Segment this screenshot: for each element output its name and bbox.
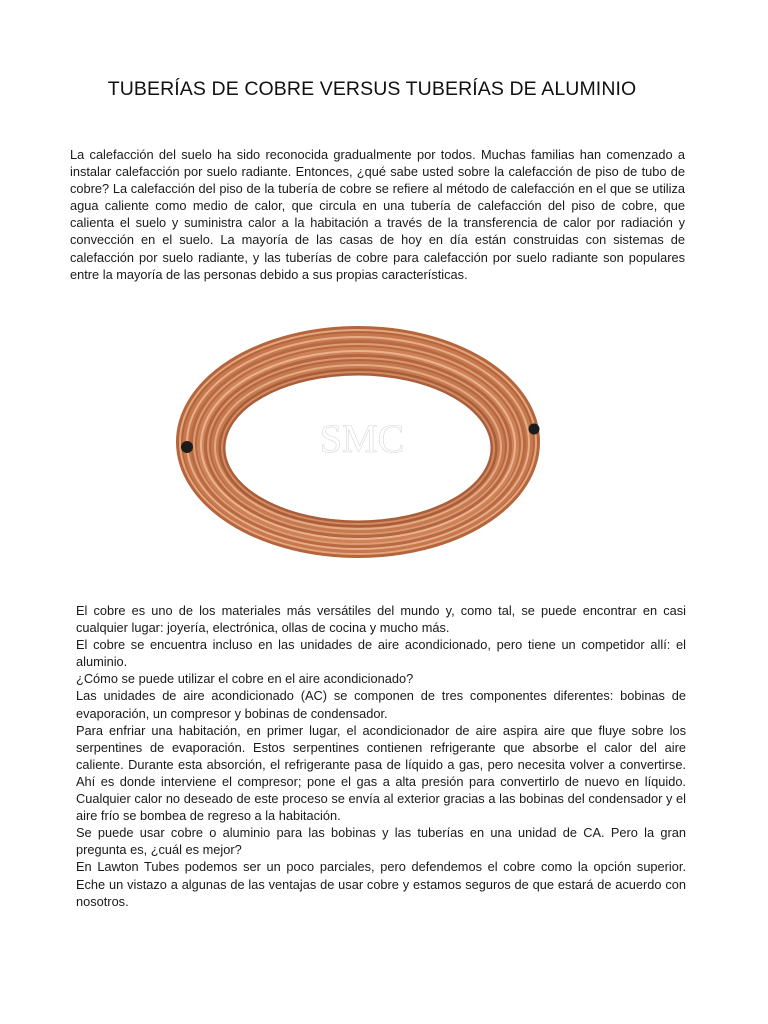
document-title: TUBERÍAS DE COBRE VERSUS TUBERÍAS DE ALUMINIO	[107, 78, 637, 100]
copper-coil-image	[170, 312, 550, 574]
watermark-logo: SMC	[319, 416, 405, 461]
body-paragraph: Las unidades de aire acondicionado (AC) se componen de tres componentes diferentes: bobinas de evaporación, un compresor y bobinas de condensador.	[76, 688, 686, 721]
pipe-end-cap-right	[529, 424, 540, 435]
body-paragraph: Para enfriar una habitación, en primer lugar, el acondicionador de aire aspira aire que fluye sobre los serpentines de evaporación. Estos serpentines contienen refrigerante que absorbe el calor del aire caliente. Durante esta absorción, el refrigerante pasa de líquido a gas, pero necesita volver a convertirse. Ahí es donde interviene el compresor; pone el gas a alta presión para convertirlo de nuevo en líquido. Cualquier calor no deseado de este proceso se envía al exterior gracias a las bobinas del condensador y el aire frío se bombea de regreso a la habitación.	[76, 722, 686, 824]
body-text	[76, 602, 686, 910]
body-paragraph: El cobre se encuentra incluso en las unidades de aire acondicionado, pero tiene un competidor allí: el aluminio.	[76, 637, 686, 670]
copper-coil-illustration	[170, 312, 550, 574]
body-paragraph: En Lawton Tubes podemos ser un poco parciales, pero defendemos el cobre como la opción superior. Eche un vistazo a algunas de las ventajas de usar cobre y estamos seguros de que estará de acuerdo con nosotros.	[76, 859, 686, 909]
body-paragraph: El cobre es uno de los materiales más versátiles del mundo y, como tal, se puede encontrar en casi cualquier lugar: joyería, electrónica, ollas de cocina y mucho más.	[76, 603, 686, 636]
pipe-end-cap-left	[181, 441, 193, 453]
intro-paragraph: La calefacción del suelo ha sido reconocida gradualmente por todos. Muchas familias han comenzado a instalar calefacción por suelo radiante. Entonces, ¿qué sabe usted sobre la calefacción de piso de tubo de cobre? La calefacción del piso de la tubería de cobre se refiere al método de calefacción en el que se utiliza agua caliente como medio de calor, que circula en una tubería de calefacción del piso de cobre, que calienta el suelo y suministra calor a la habitación a través de la transferencia de calor por radiación y convección en el suelo. La mayoría de las casas de hoy en día están construidas con sistemas de calefacción por suelo radiante, y las tuberías de cobre para calefacción por suelo radiante son populares entre la mayoría de las personas debido a sus propias características.	[70, 147, 685, 282]
body-paragraph: Se puede usar cobre o aluminio para las bobinas y las tuberías en una unidad de CA. Pero la gran pregunta es, ¿cuál es mejor?	[76, 825, 686, 858]
body-paragraph: ¿Cómo se puede utilizar el cobre en el aire acondicionado?	[76, 671, 414, 687]
